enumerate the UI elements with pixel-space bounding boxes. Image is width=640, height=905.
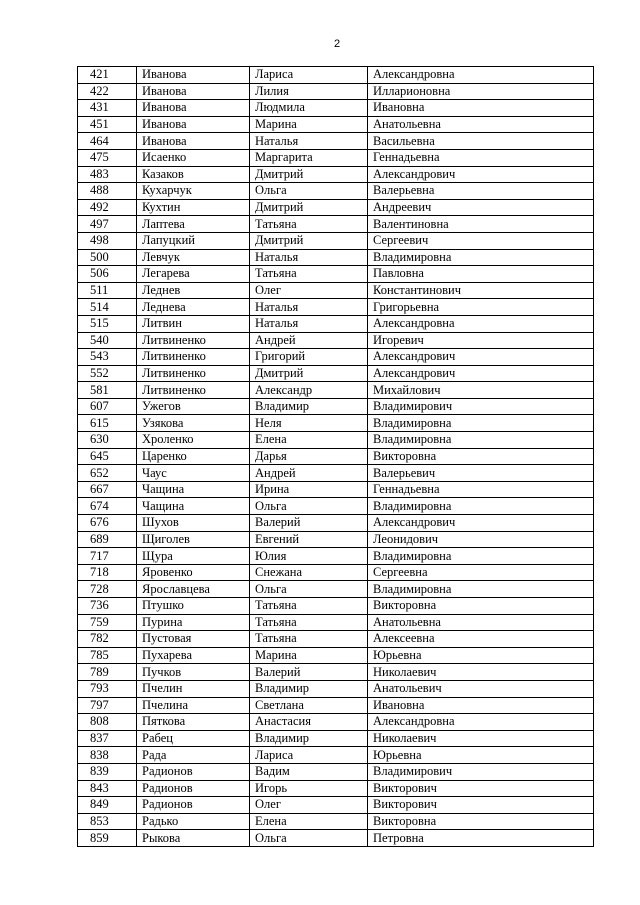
cell-first-name: Ольга	[250, 498, 368, 515]
table-row	[78, 515, 594, 532]
cell-patronymic: Викторовна	[368, 813, 594, 830]
cell-number: 506	[78, 266, 137, 283]
table-row	[78, 432, 594, 449]
cell-number: 475	[78, 149, 137, 166]
cell-last-name: Узякова	[137, 415, 250, 432]
cell-patronymic: Александровна	[368, 315, 594, 332]
table-row	[78, 481, 594, 498]
cell-patronymic: Юрьевна	[368, 647, 594, 664]
table-row	[78, 448, 594, 465]
cell-first-name: Владимир	[250, 398, 368, 415]
table-row	[78, 332, 594, 349]
cell-number: 789	[78, 664, 137, 681]
cell-last-name: Левчук	[137, 249, 250, 266]
cell-first-name: Наталья	[250, 299, 368, 316]
cell-patronymic: Владимировна	[368, 498, 594, 515]
cell-last-name: Чащина	[137, 498, 250, 515]
cell-patronymic: Михайлович	[368, 382, 594, 399]
cell-last-name: Пустовая	[137, 631, 250, 648]
table-row	[78, 747, 594, 764]
cell-number: 464	[78, 133, 137, 150]
cell-last-name: Литвин	[137, 315, 250, 332]
cell-first-name: Ольга	[250, 581, 368, 598]
cell-last-name: Птушко	[137, 598, 250, 615]
cell-first-name: Юлия	[250, 548, 368, 565]
cell-number: 759	[78, 614, 137, 631]
cell-patronymic: Павловна	[368, 266, 594, 283]
cell-last-name: Лапуцкий	[137, 232, 250, 249]
cell-patronymic: Викторовна	[368, 448, 594, 465]
cell-patronymic: Викторович	[368, 780, 594, 797]
cell-patronymic: Владимирович	[368, 398, 594, 415]
table-row	[78, 647, 594, 664]
cell-first-name: Снежана	[250, 564, 368, 581]
table-row	[78, 382, 594, 399]
cell-first-name: Олег	[250, 282, 368, 299]
table-row	[78, 830, 594, 847]
table-row	[78, 763, 594, 780]
cell-first-name: Валерий	[250, 515, 368, 532]
cell-last-name: Казаков	[137, 166, 250, 183]
cell-last-name: Шухов	[137, 515, 250, 532]
cell-number: 728	[78, 581, 137, 598]
cell-last-name: Радионов	[137, 797, 250, 814]
cell-first-name: Андрей	[250, 332, 368, 349]
cell-last-name: Лаптева	[137, 216, 250, 233]
names-table-body	[78, 67, 594, 847]
table-row	[78, 266, 594, 283]
cell-first-name: Ольга	[250, 830, 368, 847]
table-row	[78, 116, 594, 133]
cell-number: 674	[78, 498, 137, 515]
cell-number: 838	[78, 747, 137, 764]
cell-first-name: Анастасия	[250, 714, 368, 731]
cell-number: 552	[78, 365, 137, 382]
cell-first-name: Неля	[250, 415, 368, 432]
cell-patronymic: Валерьевна	[368, 183, 594, 200]
cell-first-name: Олег	[250, 797, 368, 814]
cell-first-name: Татьяна	[250, 266, 368, 283]
cell-number: 431	[78, 100, 137, 117]
cell-last-name: Иванова	[137, 67, 250, 84]
cell-first-name: Наталья	[250, 249, 368, 266]
cell-last-name: Яровенко	[137, 564, 250, 581]
cell-patronymic: Владимировна	[368, 548, 594, 565]
table-row	[78, 166, 594, 183]
cell-last-name: Щиголев	[137, 531, 250, 548]
table-row	[78, 415, 594, 432]
cell-first-name: Дарья	[250, 448, 368, 465]
cell-number: 630	[78, 432, 137, 449]
cell-number: 793	[78, 680, 137, 697]
cell-first-name: Дмитрий	[250, 365, 368, 382]
table-row	[78, 498, 594, 515]
cell-number: 645	[78, 448, 137, 465]
cell-last-name: Кухарчук	[137, 183, 250, 200]
cell-patronymic: Сергеевич	[368, 232, 594, 249]
cell-number: 849	[78, 797, 137, 814]
cell-patronymic: Геннадьевна	[368, 481, 594, 498]
cell-number: 782	[78, 631, 137, 648]
cell-patronymic: Валерьевич	[368, 465, 594, 482]
cell-first-name: Лариса	[250, 67, 368, 84]
cell-number: 511	[78, 282, 137, 299]
table-row	[78, 797, 594, 814]
table-row	[78, 282, 594, 299]
table-row	[78, 465, 594, 482]
cell-patronymic: Александровна	[368, 714, 594, 731]
table-row	[78, 598, 594, 615]
cell-number: 451	[78, 116, 137, 133]
cell-first-name: Татьяна	[250, 631, 368, 648]
cell-first-name: Андрей	[250, 465, 368, 482]
cell-first-name: Дмитрий	[250, 166, 368, 183]
cell-patronymic: Васильевна	[368, 133, 594, 150]
cell-first-name: Игорь	[250, 780, 368, 797]
cell-last-name: Рабец	[137, 730, 250, 747]
cell-patronymic: Владимировна	[368, 581, 594, 598]
table-row	[78, 83, 594, 100]
table-row	[78, 531, 594, 548]
table-row	[78, 564, 594, 581]
cell-number: 422	[78, 83, 137, 100]
cell-first-name: Ольга	[250, 183, 368, 200]
cell-first-name: Марина	[250, 116, 368, 133]
cell-number: 717	[78, 548, 137, 565]
cell-first-name: Татьяна	[250, 614, 368, 631]
cell-last-name: Пчелин	[137, 680, 250, 697]
cell-first-name: Татьяна	[250, 216, 368, 233]
cell-number: 615	[78, 415, 137, 432]
cell-patronymic: Владимировна	[368, 432, 594, 449]
cell-number: 736	[78, 598, 137, 615]
cell-first-name: Евгений	[250, 531, 368, 548]
cell-first-name: Дмитрий	[250, 232, 368, 249]
cell-last-name: Легарева	[137, 266, 250, 283]
cell-last-name: Литвиненко	[137, 365, 250, 382]
cell-patronymic: Андреевич	[368, 199, 594, 216]
cell-first-name: Лилия	[250, 83, 368, 100]
table-row	[78, 548, 594, 565]
table-row	[78, 216, 594, 233]
cell-first-name: Владимир	[250, 730, 368, 747]
table-row	[78, 199, 594, 216]
cell-first-name: Елена	[250, 813, 368, 830]
cell-last-name: Леднева	[137, 299, 250, 316]
cell-last-name: Иванова	[137, 133, 250, 150]
table-row	[78, 714, 594, 731]
cell-patronymic: Владимировна	[368, 249, 594, 266]
cell-last-name: Рада	[137, 747, 250, 764]
cell-last-name: Радионов	[137, 763, 250, 780]
cell-last-name: Радионов	[137, 780, 250, 797]
table-row	[78, 614, 594, 631]
cell-patronymic: Александровна	[368, 67, 594, 84]
cell-number: 581	[78, 382, 137, 399]
cell-number: 543	[78, 349, 137, 366]
cell-last-name: Исаенко	[137, 149, 250, 166]
cell-number: 797	[78, 697, 137, 714]
cell-last-name: Пурина	[137, 614, 250, 631]
cell-number: 497	[78, 216, 137, 233]
cell-last-name: Чащина	[137, 481, 250, 498]
cell-number: 483	[78, 166, 137, 183]
cell-last-name: Пухарева	[137, 647, 250, 664]
cell-patronymic: Владимирович	[368, 763, 594, 780]
cell-first-name: Татьяна	[250, 598, 368, 615]
cell-patronymic: Алексеевна	[368, 631, 594, 648]
cell-number: 689	[78, 531, 137, 548]
cell-number: 859	[78, 830, 137, 847]
cell-number: 492	[78, 199, 137, 216]
cell-last-name: Кухтин	[137, 199, 250, 216]
cell-number: 652	[78, 465, 137, 482]
page-number: 2	[333, 38, 341, 50]
table-row	[78, 664, 594, 681]
cell-patronymic: Александрович	[368, 349, 594, 366]
cell-number: 488	[78, 183, 137, 200]
cell-last-name: Пучков	[137, 664, 250, 681]
table-row	[78, 697, 594, 714]
cell-first-name: Лариса	[250, 747, 368, 764]
cell-last-name: Литвиненко	[137, 349, 250, 366]
cell-number: 837	[78, 730, 137, 747]
cell-patronymic: Анатольевич	[368, 680, 594, 697]
table-row	[78, 67, 594, 84]
cell-first-name: Елена	[250, 432, 368, 449]
cell-patronymic: Анатольевна	[368, 614, 594, 631]
cell-first-name: Григорий	[250, 349, 368, 366]
cell-number: 498	[78, 232, 137, 249]
cell-first-name: Владимир	[250, 680, 368, 697]
cell-patronymic: Сергеевна	[368, 564, 594, 581]
cell-patronymic: Александрович	[368, 365, 594, 382]
table-row	[78, 133, 594, 150]
cell-first-name: Наталья	[250, 133, 368, 150]
table-row	[78, 315, 594, 332]
cell-last-name: Пяткова	[137, 714, 250, 731]
cell-number: 500	[78, 249, 137, 266]
table-row	[78, 183, 594, 200]
cell-patronymic: Константинович	[368, 282, 594, 299]
table-row	[78, 730, 594, 747]
cell-first-name: Ирина	[250, 481, 368, 498]
table-row	[78, 349, 594, 366]
cell-last-name: Щура	[137, 548, 250, 565]
cell-patronymic: Александрович	[368, 166, 594, 183]
cell-first-name: Валерий	[250, 664, 368, 681]
cell-patronymic: Ивановна	[368, 697, 594, 714]
cell-number: 853	[78, 813, 137, 830]
table-row	[78, 365, 594, 382]
table-row	[78, 680, 594, 697]
cell-first-name: Светлана	[250, 697, 368, 714]
cell-number: 515	[78, 315, 137, 332]
cell-patronymic: Геннадьевна	[368, 149, 594, 166]
cell-patronymic: Александрович	[368, 515, 594, 532]
cell-patronymic: Николаевич	[368, 730, 594, 747]
cell-number: 514	[78, 299, 137, 316]
cell-first-name: Маргарита	[250, 149, 368, 166]
cell-number: 718	[78, 564, 137, 581]
cell-last-name: Иванова	[137, 100, 250, 117]
cell-patronymic: Петровна	[368, 830, 594, 847]
cell-last-name: Чаус	[137, 465, 250, 482]
table-row	[78, 232, 594, 249]
cell-last-name: Иванова	[137, 83, 250, 100]
cell-last-name: Пчелина	[137, 697, 250, 714]
cell-patronymic: Илларионовна	[368, 83, 594, 100]
cell-number: 607	[78, 398, 137, 415]
cell-number: 785	[78, 647, 137, 664]
cell-last-name: Хроленко	[137, 432, 250, 449]
cell-number: 667	[78, 481, 137, 498]
cell-patronymic: Владимировна	[368, 415, 594, 432]
cell-last-name: Радько	[137, 813, 250, 830]
cell-last-name: Литвиненко	[137, 332, 250, 349]
cell-first-name: Дмитрий	[250, 199, 368, 216]
table-row	[78, 100, 594, 117]
table-row	[78, 249, 594, 266]
names-table	[77, 66, 594, 847]
cell-patronymic: Викторовна	[368, 598, 594, 615]
table-row	[78, 631, 594, 648]
cell-patronymic: Николаевич	[368, 664, 594, 681]
cell-last-name: Ужегов	[137, 398, 250, 415]
table-row	[78, 299, 594, 316]
cell-patronymic: Леонидович	[368, 531, 594, 548]
cell-number: 676	[78, 515, 137, 532]
table-row	[78, 581, 594, 598]
cell-first-name: Наталья	[250, 315, 368, 332]
cell-number: 808	[78, 714, 137, 731]
cell-first-name: Александр	[250, 382, 368, 399]
cell-patronymic: Игоревич	[368, 332, 594, 349]
cell-last-name: Царенко	[137, 448, 250, 465]
cell-last-name: Ярославцева	[137, 581, 250, 598]
cell-patronymic: Григорьевна	[368, 299, 594, 316]
table-row	[78, 780, 594, 797]
table-row	[78, 398, 594, 415]
cell-number: 843	[78, 780, 137, 797]
cell-last-name: Иванова	[137, 116, 250, 133]
cell-last-name: Леднев	[137, 282, 250, 299]
cell-patronymic: Юрьевна	[368, 747, 594, 764]
cell-patronymic: Ивановна	[368, 100, 594, 117]
table-row	[78, 149, 594, 166]
cell-number: 421	[78, 67, 137, 84]
cell-last-name: Литвиненко	[137, 382, 250, 399]
cell-number: 839	[78, 763, 137, 780]
cell-patronymic: Валентиновна	[368, 216, 594, 233]
cell-first-name: Вадим	[250, 763, 368, 780]
table-row	[78, 813, 594, 830]
cell-first-name: Людмила	[250, 100, 368, 117]
cell-first-name: Марина	[250, 647, 368, 664]
cell-number: 540	[78, 332, 137, 349]
cell-patronymic: Анатольевна	[368, 116, 594, 133]
cell-last-name: Рыкова	[137, 830, 250, 847]
cell-patronymic: Викторович	[368, 797, 594, 814]
